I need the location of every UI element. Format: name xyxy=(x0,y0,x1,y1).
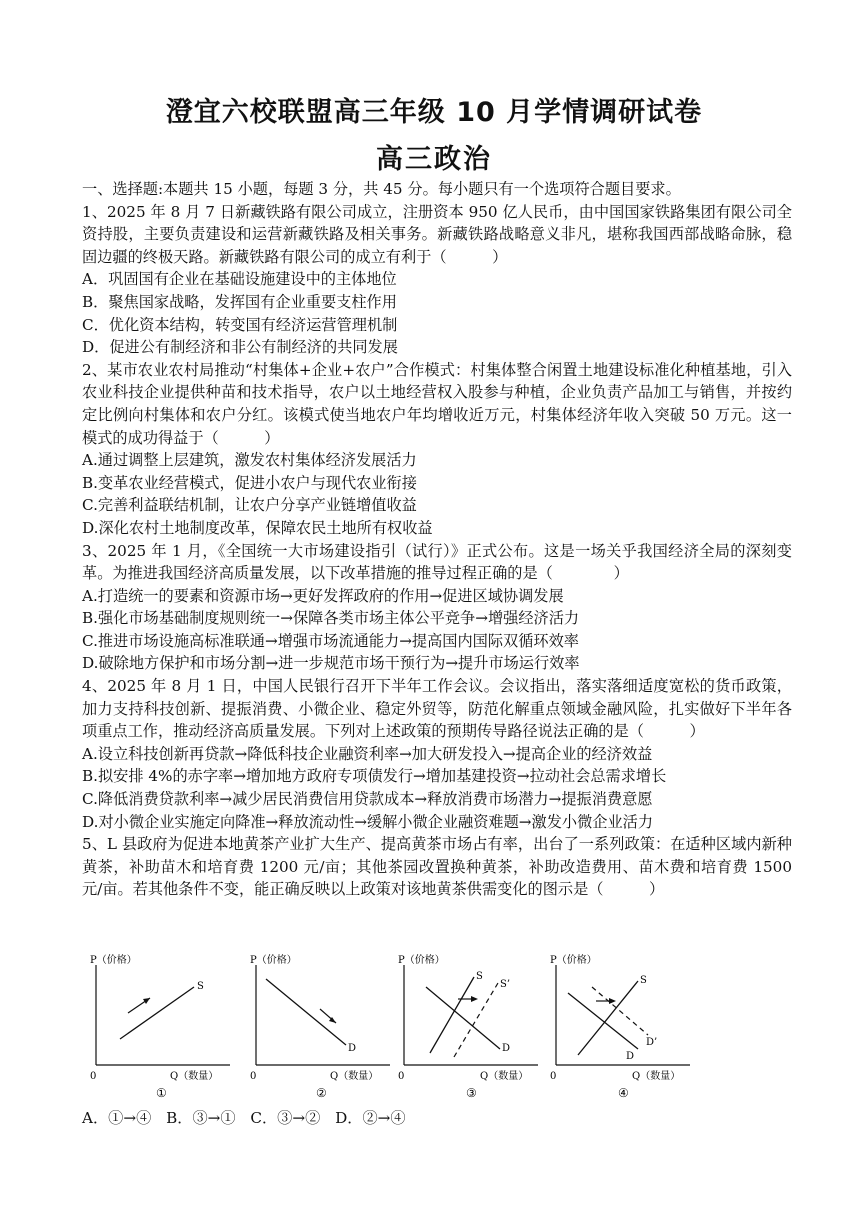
figure-number: ① xyxy=(156,1086,167,1100)
answer-option: C．③→② xyxy=(250,1109,321,1127)
curve-label: D’ xyxy=(646,1037,658,1048)
answer-option: A．①→④ xyxy=(82,1109,152,1127)
exam-title: 澄宜六校联盟高三年级 10 月学情调研试卷 xyxy=(165,97,703,128)
option: C．优化资本结构，转变国有经济运营管理机制 xyxy=(82,315,398,334)
question-stem: 2、某市农业农村局推动“村集体+企业+农户”合作模式：村集体整合闲置土地建设标准化种植基地，引入农业科技企业提供种苗和技术指导，农户以土地经营权入股参与种植，企业负责产品加工与销售，并按约定比例向村集体和农户分红。该模式使当地农户年均增收近万元，村集体经济年收入突破 50 万元。这一模式的成功得益于（ ） xyxy=(82,360,792,447)
answer-options xyxy=(82,1107,416,1128)
supply-demand-figures xyxy=(82,953,782,1103)
option: B．聚焦国家战略，发挥国有企业重要支柱作用 xyxy=(82,292,397,311)
p-axis-label: P（价格） xyxy=(90,955,137,966)
exam-body xyxy=(82,178,792,901)
figure-number: ② xyxy=(316,1086,327,1100)
figure-4 xyxy=(542,953,702,1103)
option: A.设立科技创新再贷款→降低科技企业融资利率→加大研发投入→提高企业的经济效益 xyxy=(82,744,653,763)
q-axis-label: Q（数量） xyxy=(330,1071,379,1082)
p-axis-label: P（价格） xyxy=(398,955,445,966)
curve-label: S xyxy=(197,981,204,992)
option: C.降低消费贷款利率→减少居民消费信用贷款成本→释放消费市场潜力→提振消费意愿 xyxy=(82,790,653,809)
figure-4-graph xyxy=(542,953,702,1103)
question-stem: 5、L 县政府为促进本地黄茶产业扩大生产、提高黄茶市场占有率，出台了一系列政策：在适种区域内新种黄茶，补助苗木和培育费 1200 元/亩；其他茶园改置换种黄茶，补助改造费用、苗木费和培育费 1500 元/亩。若其他条件不变，能正确反映以上政策对该地黄茶供需变化的图示是（ ） xyxy=(82,835,792,899)
answer-option: D．②→④ xyxy=(335,1109,406,1127)
question-stem: 4、2025 年 8 月 1 日，中国人民银行召开下半年工作会议。会议指出，落实落细适度宽松的货币政策，加力支持科技创新、提振消费、小微企业、稳定外贸等，防范化解重点领域金融风险，扎实做好下半年各项重点工作，推动经济高质量发展。下列对上述政策的预期传导路径说法正确的是（ ） xyxy=(82,677,792,741)
figure-number: ④ xyxy=(618,1086,629,1100)
figure-1-graph xyxy=(82,953,242,1103)
option: B.变革农业经营模式，促进小农户与现代农业衔接 xyxy=(82,473,417,492)
exam-subtitle: 高三政治 xyxy=(376,144,492,175)
figure-3 xyxy=(390,953,550,1103)
option: B.拟安排 4%的赤字率→增加地方政府专项债发行→增加基建投资→拉动社会总需求增长 xyxy=(82,767,667,786)
option: A．巩固国有企业在基础设施建设中的主体地位 xyxy=(82,270,397,289)
question-stem: 1、2025 年 8 月 7 日新藏铁路有限公司成立，注册资本 950 亿人民币，由中国国家铁路集团有限公司全资持股，主要负责建设和运营新藏铁路及相关事务。新藏铁路战略意义非凡，堪称我国西部战略命脉，稳固边疆的终极天路。新藏铁路有限公司的成立有利于（ ） xyxy=(82,202,792,266)
option: D.深化农村土地制度改革，保障农民土地所有权收益 xyxy=(82,518,433,537)
p-axis-label: P（价格） xyxy=(550,955,597,966)
question-stem: 3、2025 年 1 月，《全国统一大市场建设指引（试行）》正式公布。这是一场关乎我国经济全局的深刻变革。为推进我国经济高质量发展，以下改革措施的推导过程正确的是（ ） xyxy=(82,541,792,583)
curve-label: D xyxy=(626,1051,635,1062)
option: A.通过调整上层建筑，激发农村集体经济发展活力 xyxy=(82,451,417,470)
q-axis-label: Q（数量） xyxy=(632,1071,681,1082)
option: B.强化市场基础制度规则统一→保障各类市场主体公平竞争→增强经济活力 xyxy=(82,609,580,628)
option: D.对小微企业实施定向降准→释放流动性→缓解小微企业融资难题→激发小微企业活力 xyxy=(82,812,654,831)
option: A.打造统一的要素和资源市场→更好发挥政府的作用→促进区域协调发展 xyxy=(82,586,564,605)
figure-3-graph xyxy=(390,953,550,1103)
figure-2-graph xyxy=(242,953,405,1103)
curve-label: D xyxy=(348,1043,357,1054)
q-axis-label: Q（数量） xyxy=(480,1071,529,1082)
figure-number: ③ xyxy=(466,1086,477,1100)
option: D.破除地方保护和市场分割→进一步规范市场干预行为→提升市场运行效率 xyxy=(82,654,580,673)
q-axis-label: Q（数量） xyxy=(170,1071,219,1082)
origin-label: 0 xyxy=(550,1071,557,1082)
curve-label: D xyxy=(502,1043,511,1054)
curve-label: S xyxy=(476,971,483,982)
figure-1 xyxy=(82,953,242,1103)
p-axis-label: P（价格） xyxy=(250,955,297,966)
origin-label: 0 xyxy=(398,1071,405,1082)
curve-label: S’ xyxy=(500,979,511,990)
option: D．促进公有制经济和非公有制经济的共同发展 xyxy=(82,338,398,357)
answer-option: B．③→① xyxy=(166,1109,236,1127)
origin-label: 0 xyxy=(250,1071,257,1082)
figure-2 xyxy=(242,953,405,1103)
option: C.完善利益联结机制，让农户分享产业链增值收益 xyxy=(82,496,417,515)
curve-label: S xyxy=(640,975,647,986)
option: C.推进市场设施高标准联通→增强市场流通能力→提高国内国际双循环效率 xyxy=(82,631,579,650)
section-heading: 一、选择题:本题共 15 小题，每题 3 分，共 45 分。每小题只有一个选项符合题目要求。 xyxy=(82,180,681,198)
origin-label: 0 xyxy=(90,1071,97,1082)
